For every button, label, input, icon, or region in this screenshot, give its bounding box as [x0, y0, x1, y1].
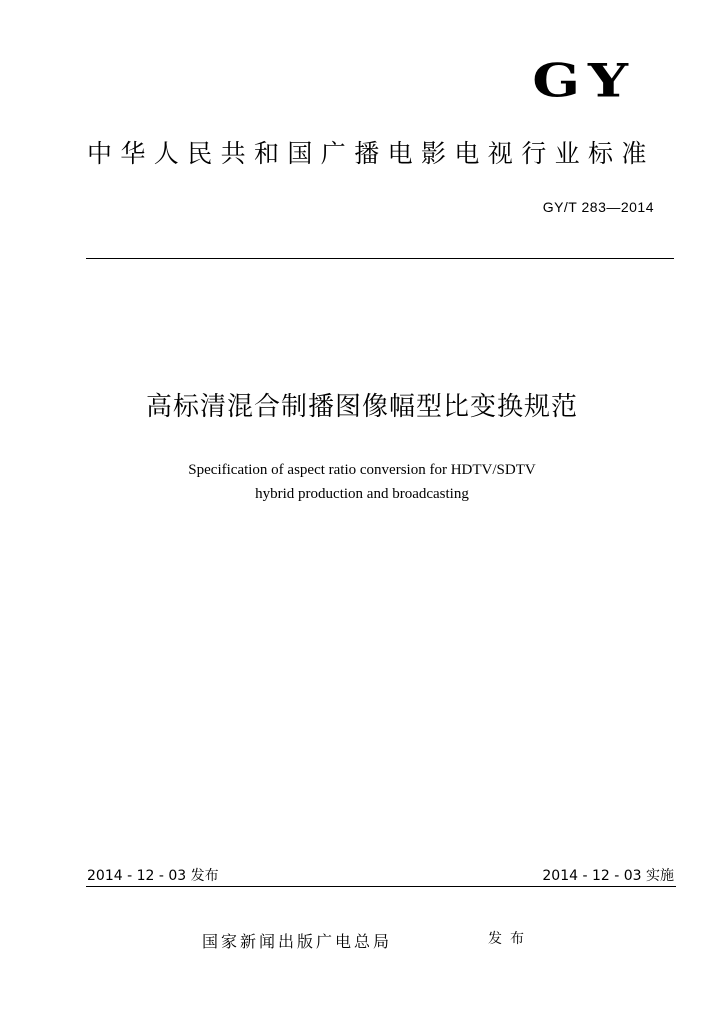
issuing-authority: 国家新闻出版广电总局 — [202, 932, 393, 951]
issue-date: 2014 - 12 - 03 发布 — [87, 868, 219, 884]
document-title-english-line2: hybrid production and broadcasting — [255, 486, 469, 502]
document-title-english-line1: Specification of aspect ratio conversion for HDTV/SDTV — [188, 462, 536, 478]
organization-title: 中华人民共和国广播电影电视行业标准 — [87, 139, 655, 168]
bottom-divider — [86, 886, 676, 887]
document-title-chinese: 高标清混合制播图像幅型比变换规范 — [145, 392, 578, 422]
top-divider — [86, 258, 674, 259]
document-title-english — [0, 458, 724, 506]
standard-number: GY/T 283—2014 — [542, 199, 654, 215]
implementation-date: 2014 - 12 - 03 实施 — [542, 868, 674, 884]
gy-logo: GY — [532, 53, 636, 109]
issued-label: 发布 — [488, 931, 532, 947]
